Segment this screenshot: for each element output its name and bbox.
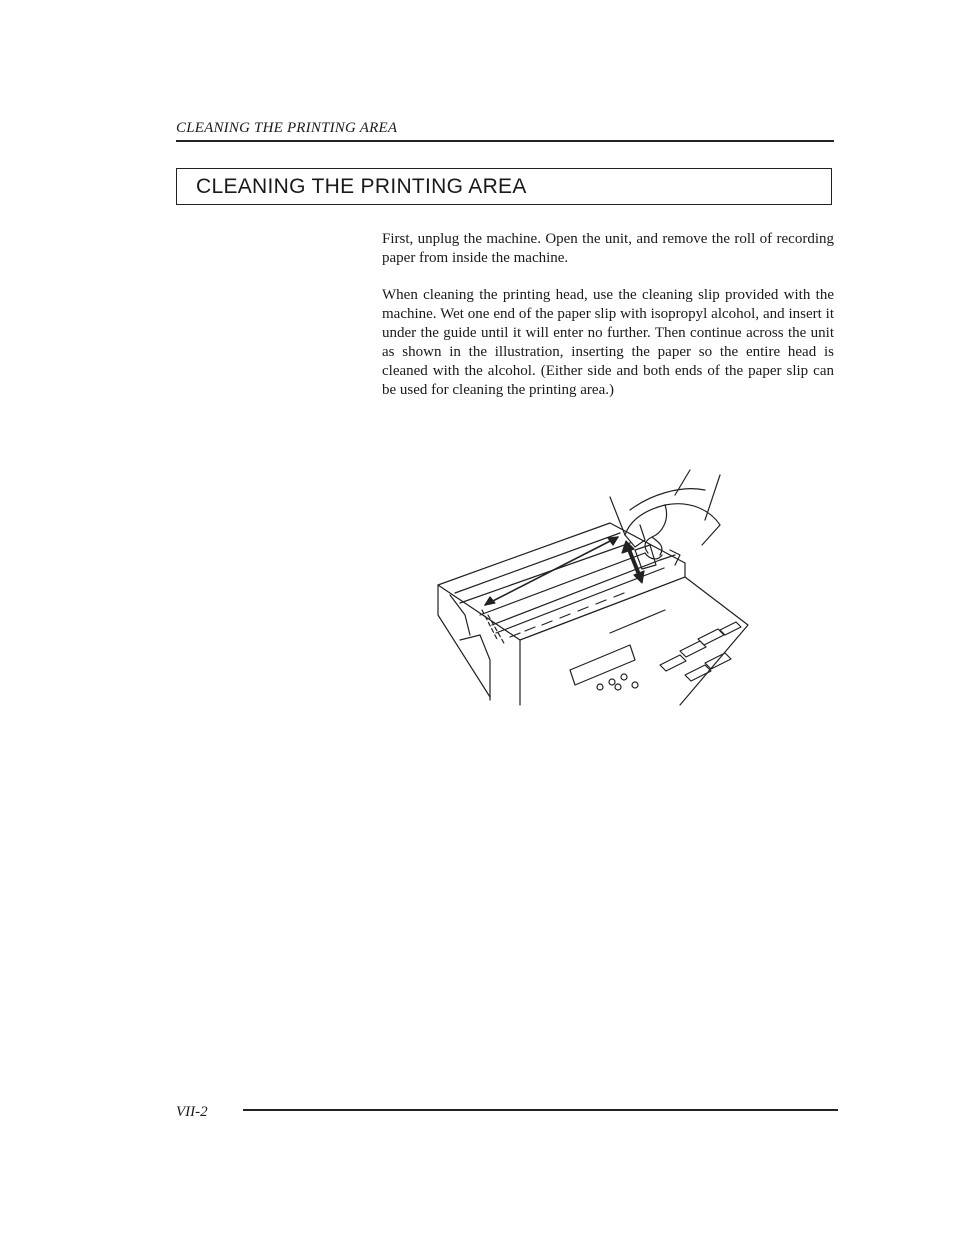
footer-rule xyxy=(243,1109,838,1111)
fax-cleaning-illustration xyxy=(430,465,760,710)
header-rule xyxy=(176,140,834,142)
running-header: CLEANING THE PRINTING AREA xyxy=(176,120,398,136)
section-title-box xyxy=(176,168,832,205)
page-number: VII-2 xyxy=(176,1104,208,1120)
fax-cleaning-illustration-icon xyxy=(430,465,760,710)
instruction-paragraph-2: When cleaning the printing head, use the cleaning slip provided with the machine. Wet one end of the paper slip with isopropyl alcohol, and insert it under the guide until it will enter no further. Then continue across the unit as shown in the illustration, inserting the paper so the entire head is cleaned with the alcohol. (Either side and both ends of the paper slip can be used for cleaning the printing area.) xyxy=(382,287,834,398)
section-title: CLEANING THE PRINTING AREA xyxy=(196,175,527,198)
instruction-paragraph-1: First, unplug the machine. Open the unit, and remove the roll of recording paper from inside the machine. xyxy=(382,231,834,266)
